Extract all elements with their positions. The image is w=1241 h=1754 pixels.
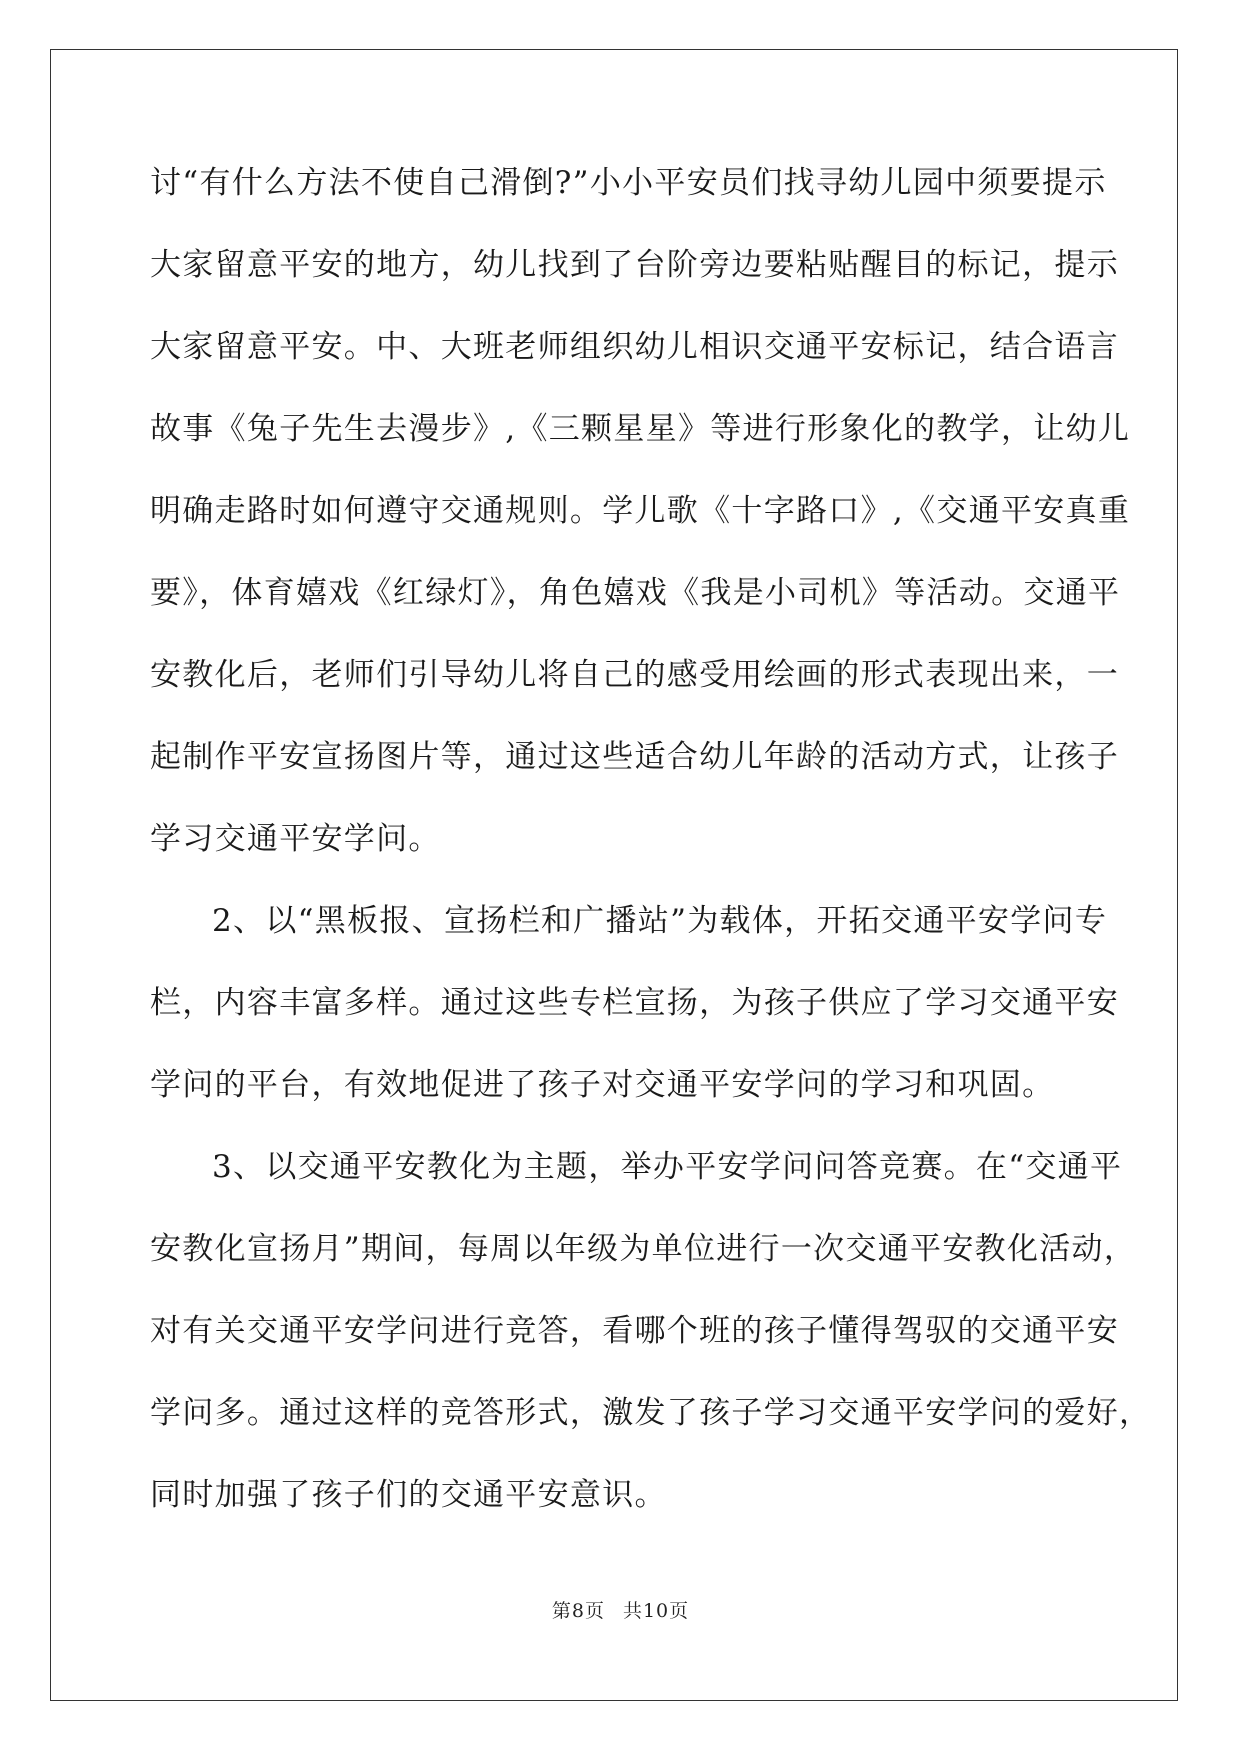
text-line: 故事《兔子先生去漫步》,《三颗星星》等进行形象化的教学，让幼儿 <box>150 411 1131 447</box>
text-line: 对有关交通平安学问进行竞答，看哪个班的孩子懂得驾驭的交通平安 <box>150 1313 1119 1349</box>
page-total: 共10页 <box>622 1600 690 1622</box>
page-footer <box>0 1596 1241 1623</box>
text-line: 安教化宣扬月”期间，每周以年级为单位进行一次交通平安教化活动， <box>150 1231 1137 1267</box>
text-line: 同时加强了孩子们的交通平安意识。 <box>150 1477 667 1513</box>
text-line: 要》，体育嬉戏《红绿灯》，角色嬉戏《我是小司机》等活动。交通平 <box>150 575 1121 611</box>
text-line: 学问多。通过这样的竞答形式，激发了孩子学习交通平安学问的爱好， <box>150 1395 1152 1431</box>
text-line: 讨“有什么方法不使自己滑倒?”小小平安员们找寻幼儿园中须要提示 <box>150 165 1107 201</box>
text-line: 大家留意平安。中、大班老师组织幼儿相识交通平安标记，结合语言 <box>150 329 1119 365</box>
page-number: 第8页 <box>551 1600 605 1622</box>
paragraph-3 <box>150 1146 1152 1556</box>
text-line: 3、以交通平安教化为主题，举办平安学问问答竞赛。在“交通平 <box>212 1149 1123 1185</box>
text-line: 明确走路时如何遵守交通规则。学儿歌《十字路口》,《交通平安真重 <box>150 493 1131 529</box>
text-line: 学习交通平安学问。 <box>150 821 441 857</box>
paragraph-1 <box>150 162 1131 900</box>
text-line: 安教化后，老师们引导幼儿将自己的感受用绘画的形式表现出来，一 <box>150 657 1119 693</box>
text-line: 栏，内容丰富多样。通过这些专栏宣扬，为孩子供应了学习交通平安 <box>150 985 1119 1021</box>
text-line: 起制作平安宣扬图片等，通过这些适合幼儿年龄的活动方式，让孩子 <box>150 739 1119 775</box>
text-line: 2、以“黑板报、宣扬栏和广播站”为载体，开拓交通平安学问专 <box>212 903 1108 939</box>
document-body <box>150 162 1152 1556</box>
paragraph-2 <box>150 900 1119 1146</box>
text-line: 大家留意平安的地方，幼儿找到了台阶旁边要粘贴醒目的标记，提示 <box>150 247 1119 283</box>
text-line: 学问的平台，有效地促进了孩子对交通平安学问的学习和巩固。 <box>150 1067 1055 1103</box>
